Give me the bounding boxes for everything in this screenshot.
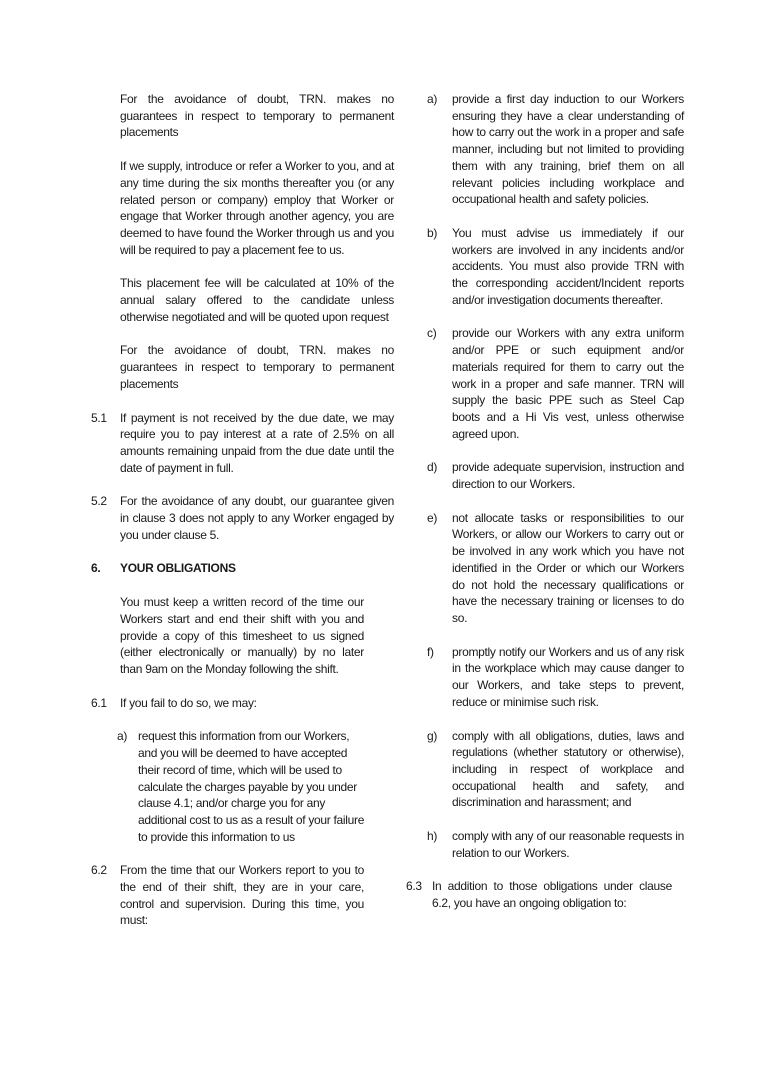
clause-text: For the avoidance of any doubt, our guarantee given in clause 3 does not apply to any Worker engaged by you under clause 5. [120,494,394,542]
clause-5-2 [91,493,401,543]
list-item-letter: b) [427,225,438,240]
list-item-text: You must advise us immediately if our workers are involved in any incidents and/or accidents. You must also provide TRN with the corresponding accident/Incident reports and/or investigation documents thereafter. [452,225,684,307]
list-item-letter: a) [427,92,438,106]
list-item-letter: g) [427,728,438,743]
paragraph [91,91,401,141]
paragraph-text: This placement fee will be calculated at 10% of the annual salary offered to the candidate unless otherwise negotiated and will be quoted upon request [120,276,394,324]
list-item-a [427,91,686,208]
list-item-f [427,644,686,711]
clause-number: 5.1 [91,410,107,425]
paragraph [91,594,401,678]
list-item-text: provide our Workers with any extra uniform and/or PPE or such equipment and/or materials required for them to carry out the work in a proper and safe manner. TRN will supply the basic PPE such as Steel Cap boots and a Hi Vis vest, unless otherwise agreed upon. [452,326,684,441]
paragraph [91,342,401,392]
list-item-text: request this information from our Workers, and you will be deemed to have accepted their record of time, which will be used to calculate the charges payable by you under clause 4.1; and/or charge you for any additional cost to us as a result of your failure to provide this information to us [138,729,365,844]
list-item-letter: e) [427,510,438,525]
paragraph-text: For the avoidance of doubt, TRN. makes no guarantees in respect to temporary to permanent placements [120,343,394,391]
list-item-g [427,728,686,812]
list-item-e [427,510,686,627]
right-column [406,91,686,929]
list-item-letter: a) [117,729,128,744]
list-item-letter: h) [427,829,438,844]
clause-text: If payment is not received by the due date, we may require you to pay interest at a rate of 2.5% on all amounts remaining unpaid from the due date until the date of payment in full. [120,410,394,475]
paragraph [91,158,401,258]
list-item-c [427,325,686,442]
clause-text: In addition to those obligations under clause 6.2, you have an ongoing obligation to: [432,879,672,911]
list-item-b [427,225,686,309]
paragraph [91,275,401,325]
paragraph-text: For the avoidance of doubt, TRN. makes no guarantees in respect to temporary to permanent placements [120,92,394,140]
clause-number: 6.1 [91,695,107,710]
list-item-h [427,828,686,861]
section-6-heading [91,560,401,577]
clause-number: 6.2 [91,863,107,878]
clause-number: 5.2 [91,494,107,509]
list-item-text: not allocate tasks or responsibilities to our Workers, or allow our Workers to carry out or be involved in any work which you have not identified in the Order or which our Workers do not hold the necessary qualifications or have the necessary training or licenses to do so. [452,510,684,625]
clause-6-2 [91,862,401,929]
list-item-text: promptly notify our Workers and us of any risk in the workplace which may cause danger to our Workers, and take steps to prevent, reduce or minimise such risk. [452,644,684,709]
list-item-d [427,459,686,492]
list-item-text: provide a first day induction to our Workers ensuring they have a clear understanding of how to carry out the work in a proper and safe manner, including but not limited to providing them with any training, brief them on all relevant policies including workplace and occupational health and safety policies. [452,92,684,207]
clause-6-3 [406,878,686,911]
list-item-a-left [117,728,401,845]
list-item-text: comply with any of our reasonable requests in relation to our Workers. [452,829,684,860]
list-item-text: provide adequate supervision, instruction and direction to our Workers. [452,460,684,492]
clause-number: 6.3 [406,879,422,894]
list-item-text: comply with all obligations, duties, laws and regulations (whether statutory or otherwise), including in respect of workplace and occupational health and safety, and discrimination and harassment; and [452,728,684,810]
clause-5-1 [91,410,401,477]
clause-text: If you fail to do so, we may: [120,695,257,710]
section-title: YOUR OBLIGATIONS [120,561,236,576]
section-number: 6. [91,561,101,576]
list-item-letter: c) [427,326,437,341]
paragraph-text: You must keep a written record of the time our Workers start and end their shift with you and provide a copy of this timesheet to us signed (either electronically or manually) by no later than 9am on the Monday following the shift. [120,595,364,676]
list-item-letter: f) [427,644,434,659]
left-column [91,91,401,946]
clause-text: From the time that our Workers report to you to the end of their shift, they are in your care, control and supervision. During this time, you must: [120,863,364,928]
list-item-letter: d) [427,460,438,475]
clause-6-1 [91,695,401,712]
paragraph-text: If we supply, introduce or refer a Worker to you, and at any time during the six months thereafter you (or any related person or company) employ that Worker or engage that Worker through another agency, you are deemed to have found the Worker through us and you will be required to pay a placement fee to us. [120,159,394,257]
